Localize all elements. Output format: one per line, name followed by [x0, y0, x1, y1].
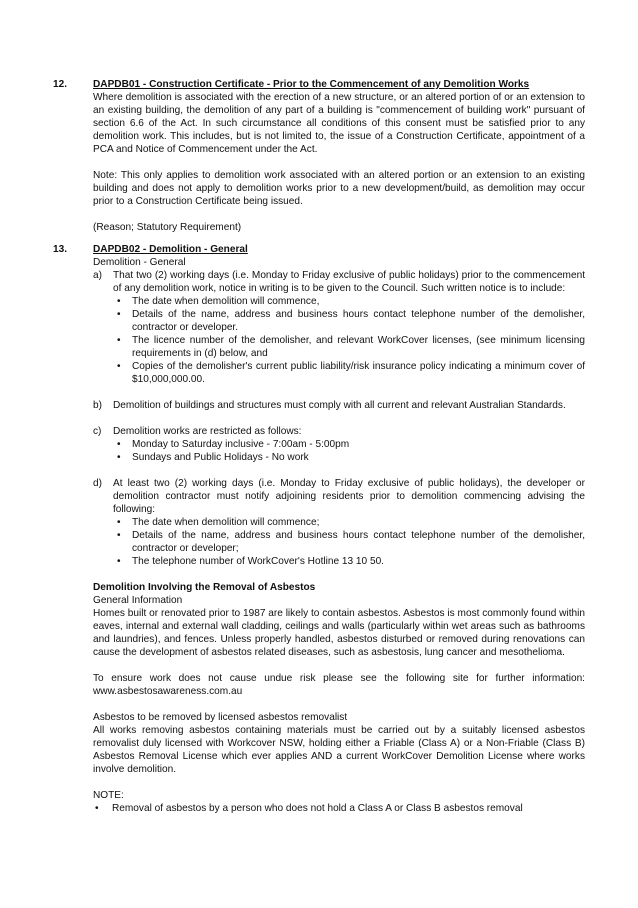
asbestos-website-text: To ensure work does not cause undue risk please see the following site for further information: www.asbestosawareness.com.au [93, 673, 585, 697]
section-13-heading: DAPDB02 - Demolition - General [93, 244, 248, 255]
bullet-icon: • [117, 335, 121, 346]
section-13-subtitle: Demolition - General [93, 257, 186, 268]
list-item-text: At least two (2) working days (i.e. Monday to Friday exclusive of public holidays), the developer or demolition contractor must notify adjoining residents prior to demolition commencing advising the following: [113, 478, 585, 515]
removalist-text: All works removing asbestos containing materials must be carried out by a suitably licensed asbestos removalist duly licensed with Workcover NSW, holding either a Friable (Class A) or a Non-Friable (Class B) Asbestos Removal License which ever applies AND a current WorkCover Demolition License where works involve demolition. [93, 725, 585, 775]
section-12-paragraph: Where demolition is associated with the erection of a new structure, or an altered portion of or an extension to an existing building, the demolition of any part of a building is "commencement of building work" pursuant of section 6.6 of the Act. In such circumstance all conditions of this consent must be satisfied prior to any demolition work. This includes, but is not limited to, the issue of a Construction Certificate, appointment of a PCA and Notice of Commencement under the Act. [93, 92, 585, 155]
bullet-icon: • [117, 296, 121, 307]
list-item-text: Demolition works are restricted as follows: [113, 426, 302, 437]
bullet-item: • The licence number of the demolisher, and relevant WorkCover licenses, (see minimum licensing requirements in (d) below, and [117, 335, 585, 359]
list-item-label: c) [93, 426, 102, 437]
bullet-icon: • [117, 452, 121, 463]
list-item-d [93, 477, 585, 516]
bullet-item: • Sundays and Public Holidays - No work [117, 452, 309, 463]
bullet-item: • The date when demolition will commence; [117, 517, 320, 528]
list-item-label: d) [93, 478, 102, 489]
bullet-item: • Details of the name, address and business hours contact telephone number of the demolisher, contractor or developer. [117, 309, 585, 333]
list-item-b [93, 399, 585, 412]
general-information-text: Homes built or renovated prior to 1987 are likely to contain asbestos. Asbestos is most commonly found within eaves, internal and external wall cladding, ceilings and walls (particularly within wet areas such as bathrooms and laundries), and fences. Unless properly handled, asbestos disturbed or removed during renovations can cause the development of asbestos related diseases, such as asbestosis, lung cancer and mesothelioma. [93, 608, 585, 658]
bullet-item: • Details of the name, address and business hours contact telephone number of the demolisher, contractor or developer; [117, 530, 585, 554]
section-12-note: Note: This only applies to demolition work associated with an altered portion or an extension to an existing building and does not apply to demolition works prior to a new development/build, as demolition may occur prior to a Construction Certificate being issued. [93, 170, 585, 207]
list-item-label: a) [93, 270, 102, 281]
list-item-a [93, 269, 585, 295]
bullet-icon: • [95, 803, 99, 814]
section-12 [93, 78, 585, 234]
bullet-icon: • [117, 517, 121, 528]
bullet-item: • The date when demolition will commence, [117, 296, 320, 307]
removalist-label: Asbestos to be removed by licensed asbestos removalist [93, 712, 348, 723]
bullet-icon: • [117, 439, 121, 450]
list-item-c [93, 425, 585, 438]
section-12-number: 12. [53, 79, 68, 90]
asbestos-heading: Demolition Involving the Removal of Asbestos [93, 582, 316, 593]
note-label: NOTE: [93, 790, 124, 801]
note-bullet-item: • Removal of asbestos by a person who does not hold a Class A or Class B asbestos removal [95, 803, 523, 814]
section-12-heading: DAPDB01 - Construction Certificate - Prior to the Commencement of any Demolition Works [93, 79, 530, 90]
bullet-icon: • [117, 556, 121, 567]
bullet-item: • Copies of the demolisher's current public liability/risk insurance policy indicating a minimum cover of $10,000,000.00. [117, 361, 585, 385]
bullet-item: • The telephone number of WorkCover's Hotline 13 10 50. [117, 556, 384, 567]
section-13 [93, 243, 585, 815]
section-13-number: 13. [53, 244, 68, 255]
list-item-text: That two (2) working days (i.e. Monday to Friday exclusive of public holidays) prior to the commencement of any demolition work, notice in writing is to be given to the Council. Such written notice is to include: [113, 270, 585, 294]
general-information-label: General Information [93, 595, 183, 606]
list-item-text: Demolition of buildings and structures must comply with all current and relevant Australian Standards. [113, 400, 566, 411]
section-12-reason: (Reason; Statutory Requirement) [93, 222, 242, 233]
bullet-icon: • [117, 309, 121, 320]
list-item-label: b) [93, 400, 102, 411]
bullet-icon: • [117, 361, 121, 372]
bullet-item: • Monday to Saturday inclusive - 7:00am - 5:00pm [117, 439, 350, 450]
bullet-icon: • [117, 530, 121, 541]
